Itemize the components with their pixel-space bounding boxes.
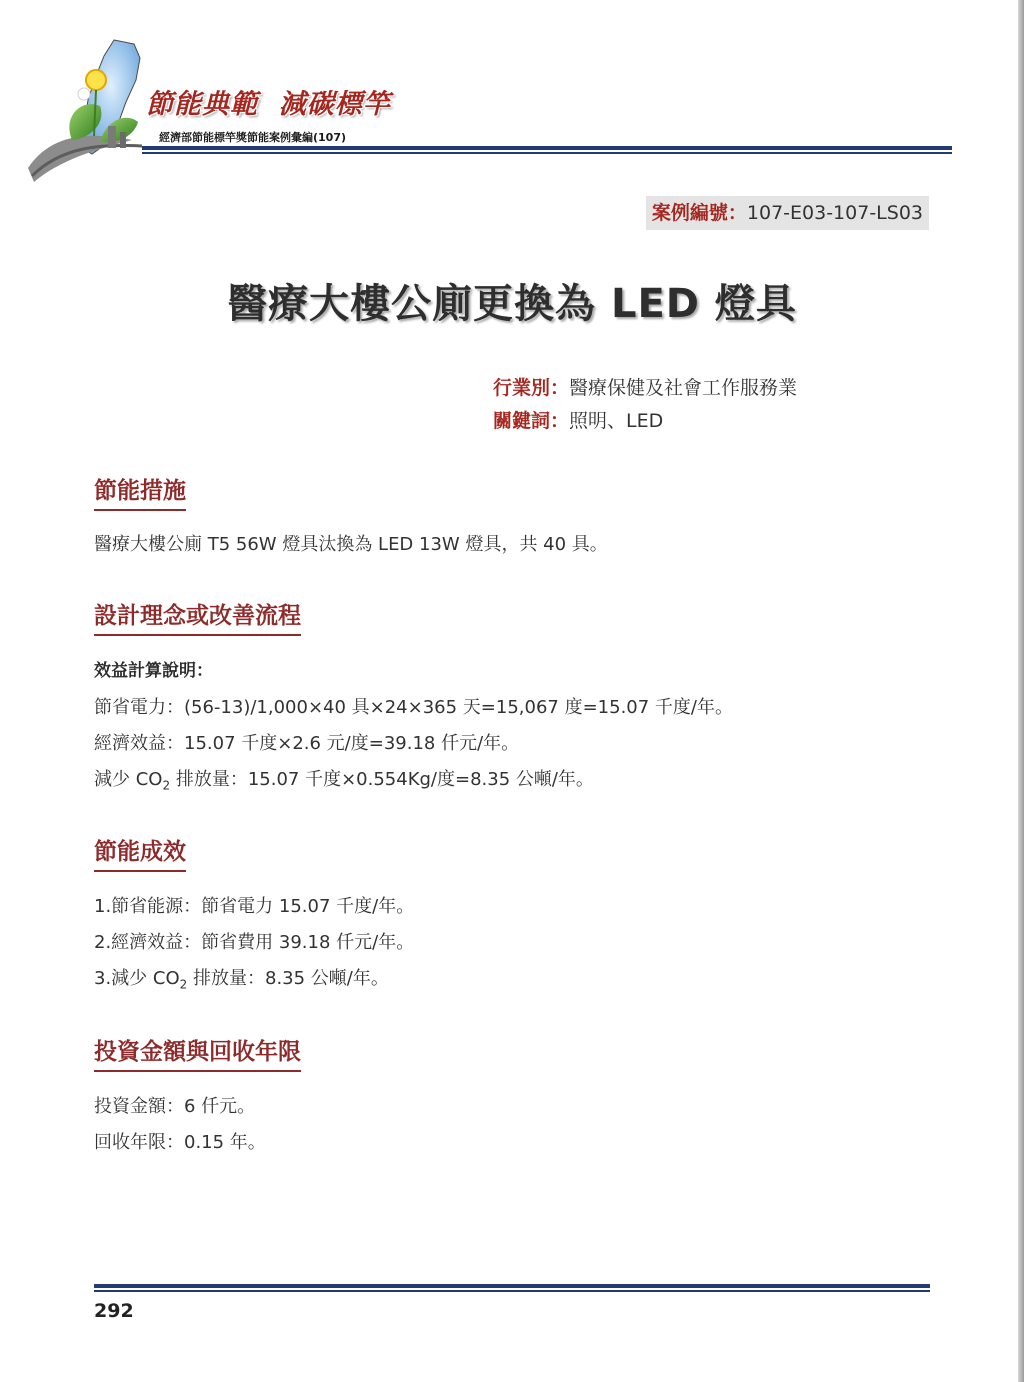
case-number-value: 107-E03-107-LS03 bbox=[746, 202, 923, 224]
industry-line bbox=[493, 373, 797, 400]
section-heading-measures: 節能措施 bbox=[94, 472, 186, 511]
design-line-2: 經濟效益：15.07 千度×2.6 元/度=39.18 仟元/年。 bbox=[94, 733, 520, 754]
page-edge bbox=[1018, 0, 1024, 1382]
design-line-3-pre: 減少 CO bbox=[94, 769, 163, 790]
design-line-1: 節省電力：(56-13)/1,000×40 具×24×365 天=15,067 度=15.07 千度/年。 bbox=[94, 697, 733, 718]
header-rule-thin bbox=[142, 152, 952, 154]
investment-line-2: 回收年限：0.15 年。 bbox=[94, 1132, 266, 1153]
header-banner bbox=[22, 36, 942, 186]
results-line-1: 1.節省能源：節省電力 15.07 千度/年。 bbox=[94, 896, 415, 917]
results-line-3 bbox=[94, 964, 389, 992]
measures-text: 醫療大樓公廁 T5 56W 燈具汰換為 LED 13W 燈具，共 40 具。 bbox=[94, 534, 608, 555]
design-line-3-post: 排放量：15.07 千度×0.554Kg/度=8.35 公噸/年。 bbox=[170, 769, 594, 790]
keywords-label: 關鍵詞： bbox=[493, 410, 570, 432]
keywords-line bbox=[493, 406, 663, 433]
results-line-3-post: 排放量：8.35 公噸/年。 bbox=[187, 968, 389, 989]
brand-subtitle: 經濟部節能標竿獎節能案例彙編(107) bbox=[159, 131, 347, 144]
industry-label: 行業別： bbox=[493, 377, 570, 399]
header-rule bbox=[142, 146, 952, 150]
section-heading-investment: 投資金額與回收年限 bbox=[94, 1033, 301, 1072]
keywords-value: 照明、LED bbox=[569, 410, 664, 432]
section-heading-design: 設計理念或改善流程 bbox=[94, 597, 301, 636]
industry-value: 醫療保健及社會工作服務業 bbox=[569, 377, 798, 399]
case-number-label: 案例編號： bbox=[651, 202, 747, 224]
co2-subscript: 2 bbox=[162, 778, 171, 793]
brand-title: 節能典範 減碳標竿 bbox=[146, 89, 391, 120]
design-line-3 bbox=[94, 765, 594, 793]
section-heading-results: 節能成效 bbox=[94, 833, 186, 872]
co2-subscript: 2 bbox=[179, 977, 188, 992]
page-number: 292 bbox=[94, 1300, 134, 1322]
results-line-2: 2.經濟效益：節省費用 39.18 仟元/年。 bbox=[94, 932, 415, 953]
results-line-3-pre: 3.減少 CO bbox=[94, 968, 180, 989]
investment-line-1: 投資金額：6 仟元。 bbox=[94, 1096, 256, 1117]
case-number-box bbox=[646, 196, 929, 230]
calc-subheading: 效益計算說明： bbox=[94, 661, 213, 681]
document-title: 醫療大樓公廁更換為 LED 燈具 bbox=[227, 281, 797, 327]
footer-rule bbox=[94, 1284, 930, 1288]
footer-rule-thin bbox=[94, 1290, 930, 1292]
